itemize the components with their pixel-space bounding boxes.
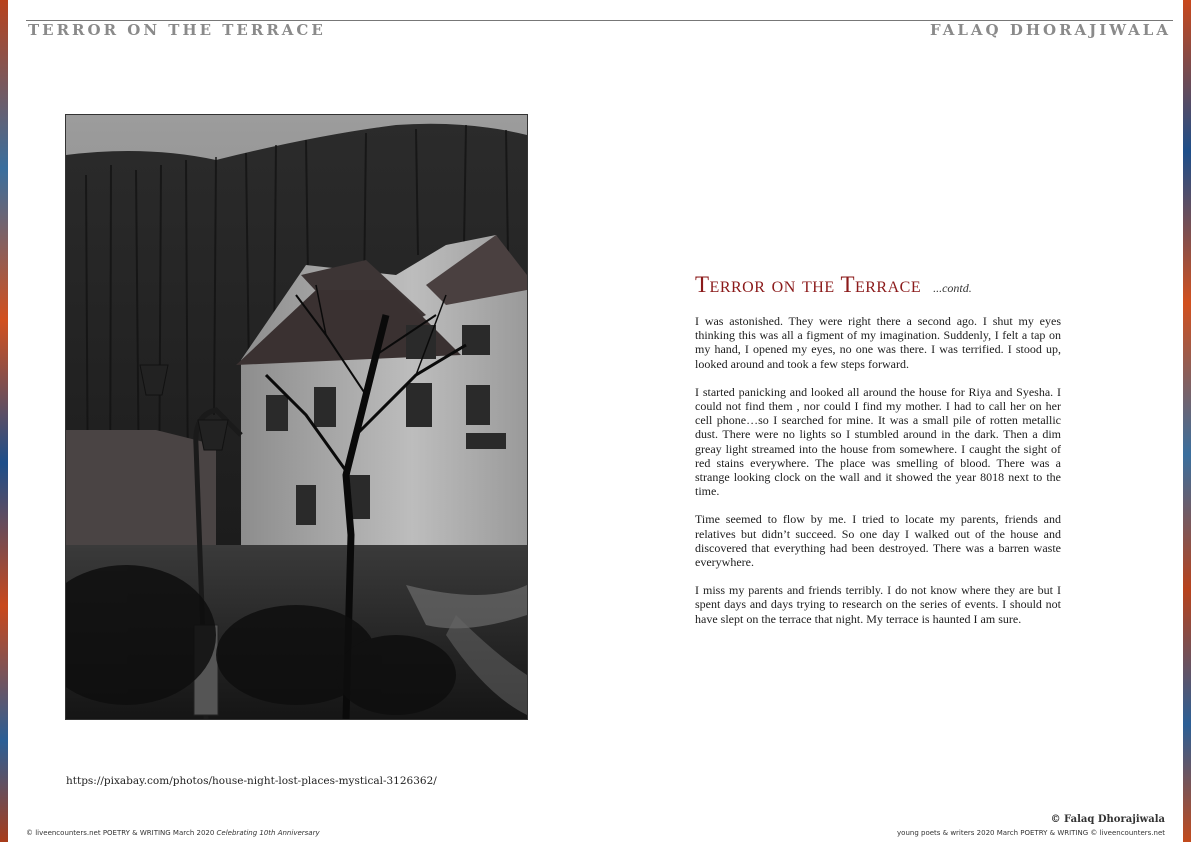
footer-left-text: © liveencounters.net POETRY & WRITING March 2020 [26, 829, 215, 837]
author-signature: © Falaq Dhorajiwala [1050, 814, 1165, 825]
running-header-author: FALAQ DHORAJIWALA [929, 21, 1171, 39]
right-decorative-edge [1183, 0, 1191, 842]
story-title: Terror on the Terrace [695, 272, 922, 297]
haunted-house-photo [65, 114, 528, 720]
footer-right: young poets & writers 2020 March POETRY & WRITING © liveencounters.net [897, 829, 1165, 837]
footer-anniversary: Celebrating 10th Anniversary [216, 829, 320, 837]
photo-credit-url[interactable]: https://pixabay.com/photos/house-night-lost-places-mystical-3126362/ [66, 775, 437, 787]
magazine-spread [8, 0, 1183, 842]
story-heading [695, 272, 972, 298]
story-body [695, 314, 1061, 640]
footer-left [26, 829, 320, 837]
story-paragraph: I was astonished. They were right there a second ago. I shut my eyes thinking this was all a figment of my imagination. Suddenly, I felt a tap on my hand, I opened my eyes, no one was there. I was terrified. I stood up, looked around and took a few steps forward. [695, 314, 1061, 371]
story-paragraph: I miss my parents and friends terribly. I do not know where they are but I spent days and days trying to research on the series of events. I should not have slept on the terrace that night. My terrace is haunted I am sure. [695, 583, 1061, 626]
running-header-title: TERROR ON THE TERRACE [28, 21, 326, 39]
story-paragraph: I started panicking and looked all around the house for Riya and Syesha. I could not find them , nor could I find my mother. I had to call her on her cell phone…so I searched for mine. It was a small pile of rotten metallic dust. There were no lights so I stumbled around in the dark. Then a dim greay light streamed into the house from somewhere. I caught the sight of red stains everywhere. The place was smelling of blood. There was a strange looking clock on the wall and it showed the year 8018 next to the time. [695, 384, 1061, 499]
story-paragraph: Time seemed to flow by me. I tried to locate my parents, friends and relatives but didn’t succeed. So one day I walked out of the house and discovered that everything had been destroyed. There was a barren waste everywhere. [695, 512, 1061, 570]
left-decorative-edge [0, 0, 8, 842]
story-contd-label: ...contd. [933, 281, 972, 295]
